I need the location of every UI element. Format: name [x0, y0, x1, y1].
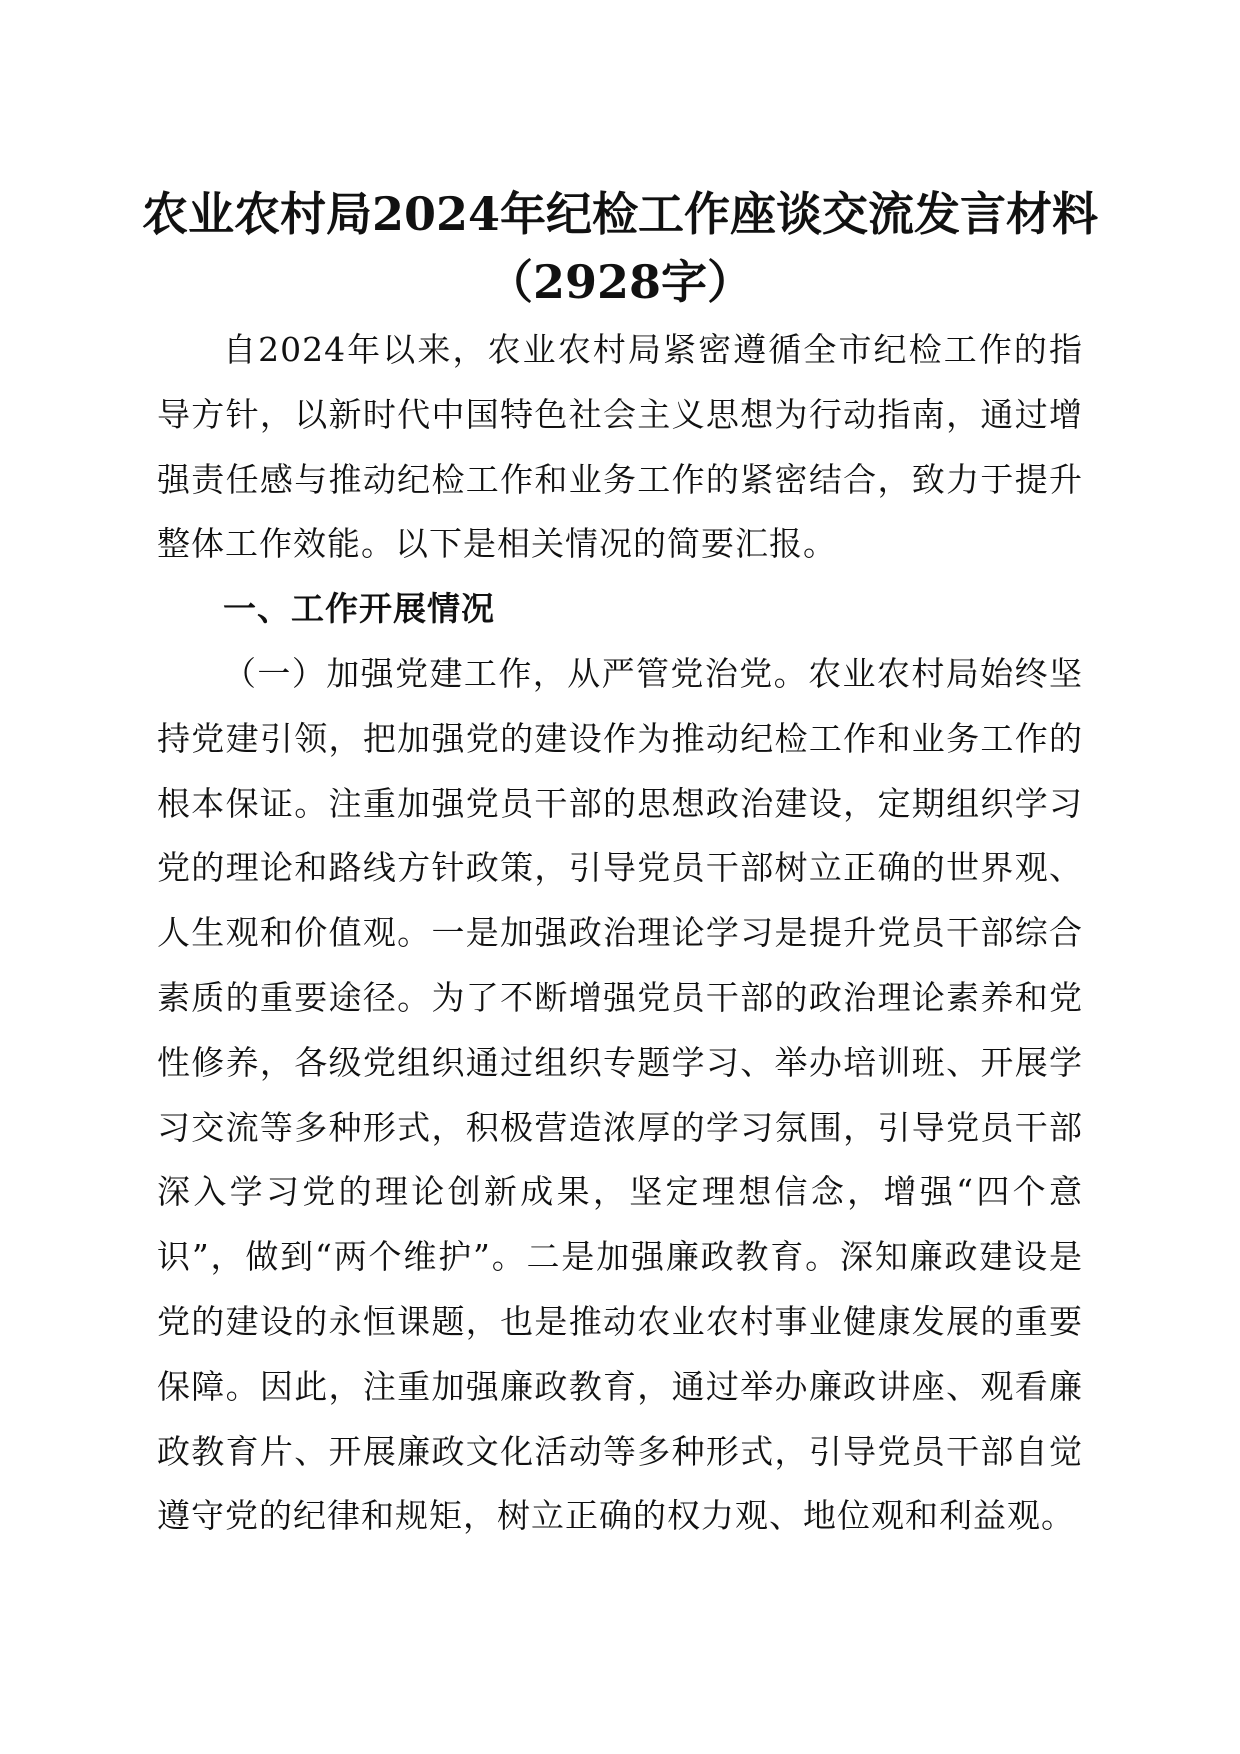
document-title: 农业农村局2024年纪检工作座谈交流发言材料（2928字） — [141, 187, 1099, 309]
section-heading: 一、工作开展情况 — [223, 589, 495, 629]
intro-paragraph: 自2024年以来，农业农村局紧密遵循全市纪检工作的指导方针，以新时代中国特色社会主义思想为行动指南，通过增强责任感与推动纪检工作和业务工作的紧密结合，致力于提升整体工作效能。以下是相关情况的简要汇报。 — [157, 330, 1083, 564]
document-body — [141, 180, 1099, 1549]
body-paragraph: （一）加强党建工作，从严管党治党。农业农村局始终坚持党建引领，把加强党的建设作为推动纪检工作和业务工作的根本保证。注重加强党员干部的思想政治建设，定期组织学习党的理论和路线方针政策，引导党员干部树立正确的世界观、人生观和价值观。一是加强政治理论学习是提升党员干部综合素质的重要途径。为了不断增强党员干部的政治理论素养和党性修养，各级党组织通过组织专题学习、举办培训班、开展学习交流等多种形式，积极营造浓厚的学习氛围，引导党员干部深入学习党的理论创新成果，坚定理想信念，增强“四个意识”，做到“两个维护”。二是加强廉政教育。深知廉政建设是党的建设的永恒课题，也是推动农业农村事业健康发展的重要保障。因此，注重加强廉政教育，通过举办廉政讲座、观看廉政教育片、开展廉政文化活动等多种形式，引导党员干部自觉遵守党的纪律和规矩，树立正确的权力观、地位观和利益观。 — [157, 653, 1083, 1536]
